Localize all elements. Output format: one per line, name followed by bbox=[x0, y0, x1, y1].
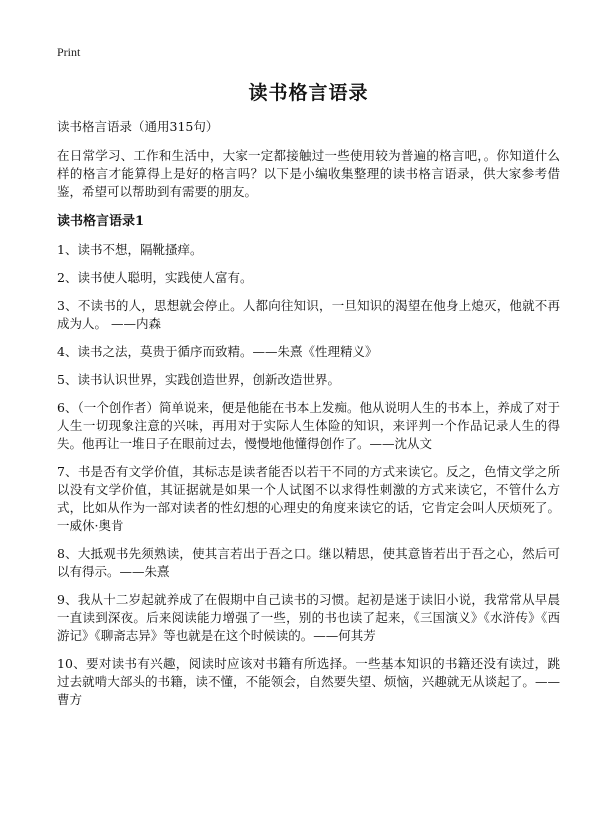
quote-item: 4、读书之法，莫贵于循序而致精。——朱熹《性理精义》 bbox=[57, 344, 378, 359]
quote-item: 2、读书使人聪明，实践使人富有。 bbox=[57, 270, 253, 285]
page-title: 读书格言语录 bbox=[248, 82, 369, 104]
quote-item: 9、我从十二岁起就养成了在假期中自己读书的习惯。起初是迷于读旧小说，我常常从早晨一直读到深夜。后来阅读能力增强了一些，别的书也读了起来，《三国演义》《水浒传》《西游记》《聊斋志异》等也就是在这个时候读的。——何其芳 bbox=[57, 592, 560, 643]
quote-item: 6、（一个创作者）简单说来，便是他能在书本上发痴。他从说明人生的书本上，养成了对于人生一切现象注意的兴味，再用对于实际人生体险的知识，来评判一个作品记录人生的得失。他再让一堆日子在眼前过去，慢慢地他懂得创作了。——沈从文 bbox=[57, 400, 560, 451]
quote-item: 1、读书不想，隔靴搔痒。 bbox=[57, 242, 203, 257]
print-link[interactable]: Print bbox=[57, 45, 81, 59]
intro-paragraph: 在日常学习、工作和生活中，大家一定都接触过一些使用较为普遍的格言吧，。你知道什么样的格言才能算得上是好的格言吗？以下是小编收集整理的读书格言语录，供大家参考借鉴，希望可以帮助到有需要的朋友。 bbox=[57, 148, 560, 199]
quote-item: 3、不读书的人，思想就会停止。人都向往知识，一旦知识的渴望在他身上熄灭，他就不再成为人。 ——内森 bbox=[57, 298, 560, 331]
quote-item: 8、大抵观书先须熟读，使其言若出于吾之口。继以精思，使其意皆若出于吾之心，然后可以有得示。——朱熹 bbox=[57, 546, 560, 579]
section-heading: 读书格言语录1 bbox=[57, 214, 145, 229]
quote-item: 5、读书认识世界，实践创造世界，创新改造世界。 bbox=[57, 372, 340, 387]
subtitle: 读书格言语录（通用315句） bbox=[57, 119, 219, 134]
quote-item: 10、要对读书有兴趣，阅读时应该对书籍有所选择。一些基本知识的书籍还没有读过，跳过去就啃大部头的书籍，读不懂，不能领会，自然要失望、烦恼，兴趣就无从谈起了。——曹方 bbox=[57, 656, 560, 707]
quote-item: 7、书是否有文学价值，其标志是读者能否以若干不同的方式来读它。反之，色情文学之所以没有文学价值，其证据就是如果一个人试图不以求得性刺激的方式来读它，不管什么方式，比如从作为一部对读者的性幻想的心理史的角度来读它的话，它肯定会叫人厌烦死了。一威休·奥肯 bbox=[57, 464, 560, 533]
